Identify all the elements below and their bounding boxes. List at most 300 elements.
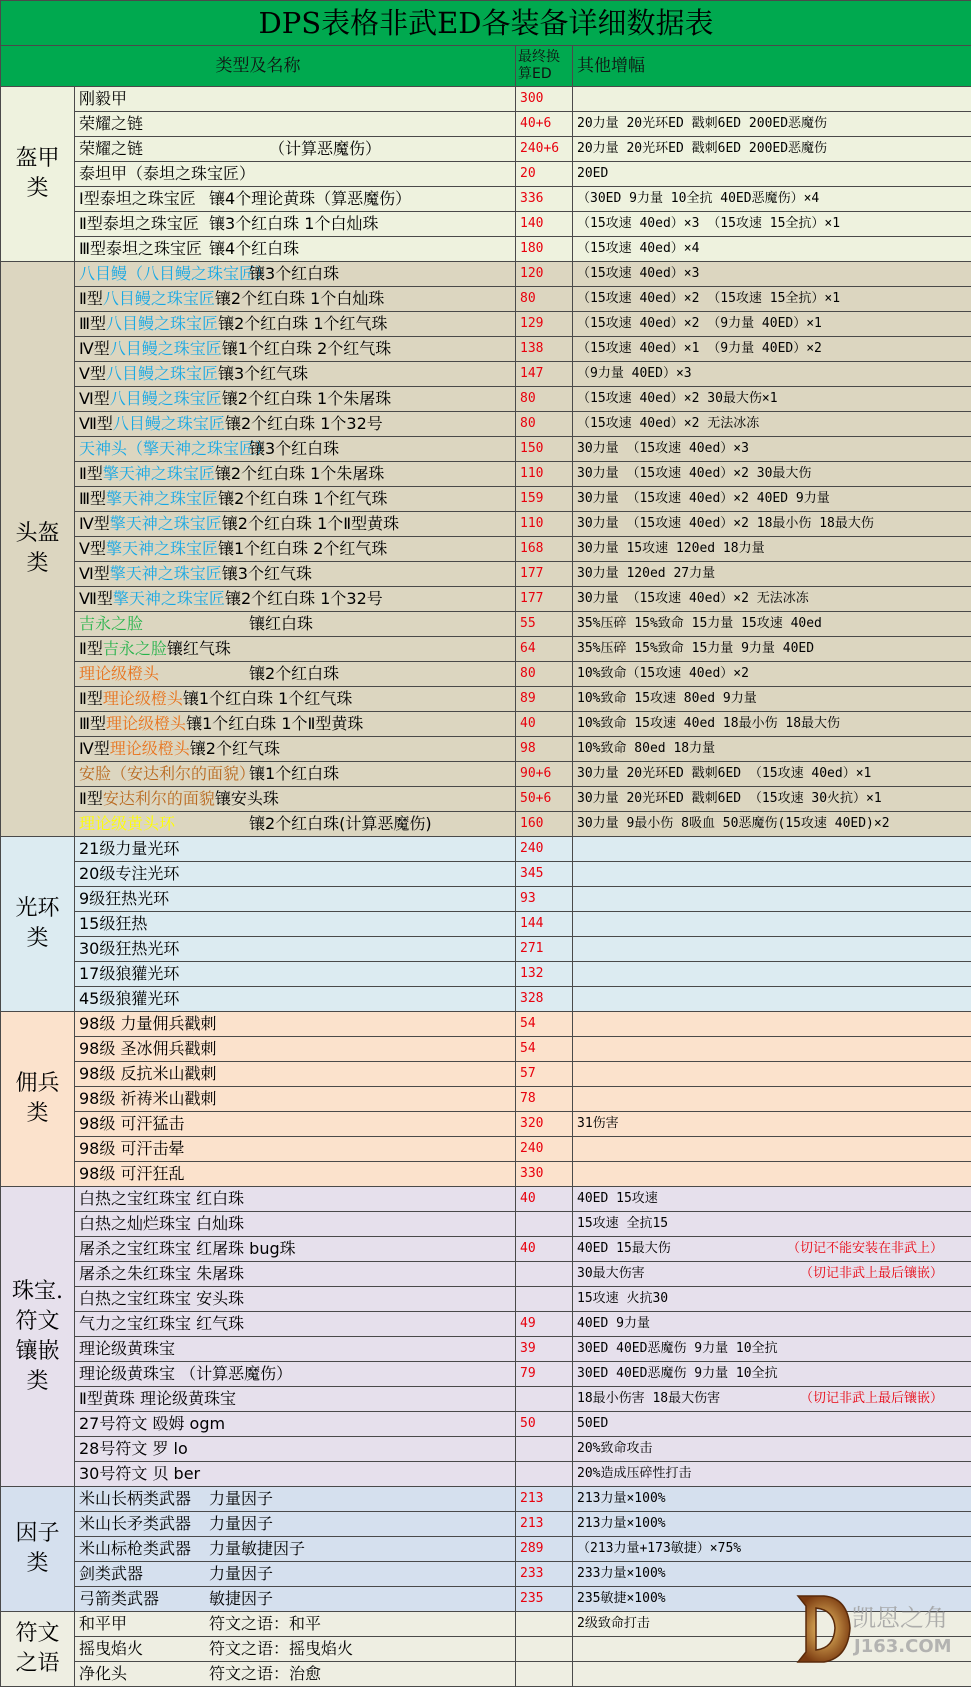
item-name-part: 米山标枪类武器 [79, 1537, 209, 1561]
other-bonus-text: 10%致命（15攻速 40ed）×2 [577, 666, 749, 681]
item-name-cell [75, 162, 516, 187]
other-bonus-cell [573, 712, 971, 737]
item-name-part: 镶4个红白珠 [209, 237, 299, 261]
item-name-part: 擎天神之珠宝匠 [106, 537, 218, 561]
other-bonus-cell [573, 1062, 971, 1087]
table-row [1, 187, 971, 212]
ed-value: 150 [516, 437, 573, 462]
other-bonus-cell [573, 412, 971, 437]
item-name-cell [75, 487, 516, 512]
other-bonus-cell [573, 462, 971, 487]
table-row [1, 1212, 971, 1237]
item-name-part: 理论级橙头 [103, 687, 183, 711]
item-name-part: Ⅲ型泰坦之珠宝匠 [79, 237, 209, 261]
item-name-part: Ⅰ型泰坦之珠宝匠 [79, 187, 209, 211]
ed-value: 300 [516, 87, 573, 112]
table-row [1, 162, 971, 187]
item-name-part: 98级 可汗猛击 [79, 1112, 184, 1136]
ed-value: 177 [516, 587, 573, 612]
item-name-cell [75, 1112, 516, 1137]
table-row [1, 237, 971, 262]
category-cell: 符文之语 [1, 1612, 75, 1687]
other-bonus-text: 10%致命 15攻速 40ed 18最小伤 18最大伤 [577, 716, 840, 731]
other-bonus-text: 30ED 40ED恶魔伤 9力量 10全抗 [577, 1341, 778, 1356]
item-name-cell [75, 287, 516, 312]
other-bonus-cell [573, 1537, 971, 1562]
item-name-part: Ⅱ型泰坦之珠宝匠 [79, 212, 209, 236]
ed-value [516, 1387, 573, 1412]
other-bonus-text: 30力量 15攻速 120ed 18力量 [577, 541, 765, 556]
other-bonus-text: 2级致命打击 [577, 1616, 650, 1631]
item-name-part: Ⅳ型 [79, 512, 110, 536]
item-name-part: 30级狂热光环 [79, 937, 179, 961]
ed-value: 20 [516, 162, 573, 187]
table-row [1, 1037, 971, 1062]
item-name-part: 98级 圣冰佣兵戳刺 [79, 1037, 216, 1061]
ed-value [516, 1637, 573, 1662]
ed-value: 89 [516, 687, 573, 712]
other-bonus-text: 30力量 9最小伤 8吸血 50恶魔伤(15攻速 40ED)×2 [577, 816, 890, 831]
other-bonus-cell [573, 1187, 971, 1212]
item-name-part: 9级狂热光环 [79, 887, 169, 911]
other-bonus-cell [573, 837, 971, 862]
other-bonus-cell [573, 937, 971, 962]
item-name-part: 荣耀之链 [79, 137, 269, 161]
item-name-part: 天神头（擎天神之珠宝匠） [79, 437, 249, 461]
other-bonus-cell [573, 537, 971, 562]
item-name-part: Ⅴ型 [79, 537, 106, 561]
ed-value: 90+6 [516, 762, 573, 787]
ed-value: 55 [516, 612, 573, 637]
table-row [1, 1537, 971, 1562]
category-cell: 因子类 [1, 1487, 75, 1612]
table-row [1, 612, 971, 637]
other-bonus-cell [573, 1487, 971, 1512]
header-other: 其他增幅 [573, 46, 971, 87]
item-name-part: 98级 祈祷米山戳刺 [79, 1087, 216, 1111]
item-name-cell [75, 187, 516, 212]
table-row [1, 787, 971, 812]
other-bonus-text: 10%致命 15攻速 80ed 9力量 [577, 691, 757, 706]
other-bonus-cell [573, 112, 971, 137]
table-row [1, 212, 971, 237]
ed-value: 345 [516, 862, 573, 887]
other-bonus-cell [573, 1462, 971, 1487]
item-name-cell [75, 787, 516, 812]
item-name-part: 白热之灿烂珠宝 白灿珠 [79, 1212, 244, 1236]
ed-value: 233 [516, 1562, 573, 1587]
item-name-part: 镶3个红白珠 1个白灿珠 [209, 212, 378, 236]
item-name-cell [75, 612, 516, 637]
category-cell: 佣兵类 [1, 1012, 75, 1187]
other-bonus-cell [573, 1112, 971, 1137]
table-row [1, 112, 971, 137]
category-cell: 头盔类 [1, 262, 75, 837]
other-bonus-text: 213力量×100% [577, 1491, 666, 1506]
item-name-cell [75, 1037, 516, 1062]
item-name-cell [75, 312, 516, 337]
ed-value: 40 [516, 1237, 573, 1262]
table-row [1, 512, 971, 537]
ed-value: 79 [516, 1362, 573, 1387]
other-bonus-cell [573, 687, 971, 712]
item-name-cell [75, 237, 516, 262]
other-bonus-cell [573, 1237, 971, 1262]
item-name-cell [75, 1162, 516, 1187]
table-row [1, 462, 971, 487]
other-bonus-text: 10%致命 80ed 18力量 [577, 741, 715, 756]
table-row [1, 987, 971, 1012]
ed-value: 39 [516, 1337, 573, 1362]
table-row [1, 412, 971, 437]
category-cell: 光环类 [1, 837, 75, 1012]
other-bonus-text: （15攻速 40ed）×1 （9力量 40ED）×2 [577, 341, 822, 356]
item-name-cell [75, 587, 516, 612]
ed-value: 168 [516, 537, 573, 562]
ed-value: 49 [516, 1312, 573, 1337]
ed-value: 213 [516, 1512, 573, 1537]
table-row [1, 537, 971, 562]
item-name-cell [75, 137, 516, 162]
item-name-part: 镶2个红白珠 1个红气珠 [218, 312, 387, 336]
item-name-part: 屠杀之朱红珠宝 朱屠珠 [79, 1262, 244, 1286]
ed-value [516, 1262, 573, 1287]
item-name-cell [75, 462, 516, 487]
ed-value: 64 [516, 637, 573, 662]
ed-value: 235 [516, 1587, 573, 1612]
item-name-part: 弓箭类武器 [79, 1587, 209, 1611]
ed-value: 160 [516, 812, 573, 837]
other-bonus-text: （213力量+173敏捷）×75% [577, 1541, 741, 1556]
item-name-part: 力量因子 [209, 1562, 273, 1586]
ed-value: 140 [516, 212, 573, 237]
table-row [1, 937, 971, 962]
item-name-part: 98级 反抗米山戳刺 [79, 1062, 216, 1086]
ed-value: 80 [516, 662, 573, 687]
other-bonus-text: 213力量×100% [577, 1516, 666, 1531]
other-bonus-cell [573, 612, 971, 637]
item-name-part: Ⅳ型 [79, 337, 110, 361]
table-row [1, 1137, 971, 1162]
table-row [1, 1337, 971, 1362]
item-name-part: 镶1个红白珠 1个Ⅱ型黄珠 [186, 712, 363, 736]
item-name-cell [75, 87, 516, 112]
table-row [1, 1462, 971, 1487]
item-name-part: 理论级黄珠宝 （计算恶魔伤） [79, 1362, 292, 1386]
table-row [1, 1112, 971, 1137]
ed-value: 110 [516, 462, 573, 487]
other-bonus-cell [573, 962, 971, 987]
table-row [1, 1562, 971, 1587]
table-row [1, 862, 971, 887]
item-name-cell [75, 212, 516, 237]
other-bonus-cell [573, 137, 971, 162]
item-name-part: Ⅱ型 [79, 787, 103, 811]
item-name-cell [75, 412, 516, 437]
item-name-part: 刚毅甲 [79, 87, 127, 111]
item-name-part: Ⅶ型 [79, 587, 113, 611]
item-name-part: 米山长柄类武器 [79, 1487, 209, 1511]
item-name-part: Ⅳ型 [79, 737, 110, 761]
ed-value: 138 [516, 337, 573, 362]
other-bonus-cell [573, 1162, 971, 1187]
item-name-cell [75, 762, 516, 787]
table-row [1, 762, 971, 787]
item-name-part: 27号符文 殴姆 ogm [79, 1412, 225, 1436]
item-name-part: 荣耀之链 [79, 112, 143, 136]
item-name-cell [75, 537, 516, 562]
ed-value [516, 1287, 573, 1312]
table-row [1, 1362, 971, 1387]
table-row [1, 1487, 971, 1512]
title-row [1, 1, 971, 46]
other-bonus-text: 15攻速 全抗15 [577, 1216, 668, 1231]
item-name-part: Ⅱ型黄珠 理论级黄珠宝 [79, 1387, 236, 1411]
other-bonus-text: 20力量 20光环ED 戳刺6ED 200ED恶魔伤 [577, 116, 827, 131]
other-bonus-text: 31伤害 [577, 1116, 619, 1131]
item-name-cell [75, 337, 516, 362]
item-name-part: 镶2个红白珠 1个Ⅱ型黄珠 [222, 512, 399, 536]
item-name-part: 镶红气珠 [167, 637, 231, 661]
table-row [1, 487, 971, 512]
item-name-part: 气力之宝红珠宝 红气珠 [79, 1312, 244, 1336]
ed-value: 147 [516, 362, 573, 387]
page-title: DPS表格非武ED各装备详细数据表 [1, 1, 971, 46]
other-bonus-text: 40ED 15攻速 [577, 1191, 658, 1206]
ed-value: 159 [516, 487, 573, 512]
item-name-cell [75, 1312, 516, 1337]
watermark-logo [790, 1590, 968, 1668]
item-name-part: 镶2个红白珠 1个朱屠珠 [215, 462, 384, 486]
other-bonus-text: 15攻速 火抗30 [577, 1291, 668, 1306]
other-bonus-text: （15攻速 40ed）×4 [577, 241, 699, 256]
table-row [1, 1187, 971, 1212]
warning-note: （切记非武上最后镶嵌） [800, 1262, 943, 1286]
other-bonus-cell [573, 187, 971, 212]
other-bonus-text: 30力量 20光环ED 戳刺6ED （15攻速 30火抗）×1 [577, 791, 882, 806]
table-row [1, 962, 971, 987]
other-bonus-cell [573, 437, 971, 462]
item-name-cell [75, 1412, 516, 1437]
other-bonus-text: （15攻速 40ed）×2 无法冰冻 [577, 416, 759, 431]
item-name-part: 镶2个红白珠 1个朱屠珠 [222, 387, 391, 411]
item-name-cell [75, 562, 516, 587]
other-bonus-text: 30力量 （15攻速 40ed）×2 18最小伤 18最大伤 [577, 516, 874, 531]
ed-value: 80 [516, 412, 573, 437]
item-name-part: 98级 可汗狂乱 [79, 1162, 184, 1186]
warning-note: （切记非武上最后镶嵌） [800, 1387, 943, 1411]
other-bonus-cell [573, 262, 971, 287]
ed-value: 80 [516, 287, 573, 312]
ed-value: 78 [516, 1087, 573, 1112]
item-name-part: 镶3个红气珠 [222, 562, 312, 586]
table-row [1, 312, 971, 337]
ed-value: 328 [516, 987, 573, 1012]
other-bonus-cell [573, 162, 971, 187]
other-bonus-text: 30力量 120ed 27力量 [577, 566, 715, 581]
other-bonus-text: 30ED 40ED恶魔伤 9力量 10全抗 [577, 1366, 778, 1381]
item-name-part: 擎天神之珠宝匠 [113, 587, 225, 611]
other-bonus-text: 50ED [577, 1416, 608, 1431]
item-name-part: 擎天神之珠宝匠 [110, 512, 222, 536]
item-name-part: Ⅵ型 [79, 562, 110, 586]
ed-value: 177 [516, 562, 573, 587]
item-name-part: 20级专注光环 [79, 862, 179, 886]
other-bonus-cell [573, 762, 971, 787]
item-name-cell [75, 112, 516, 137]
item-name-cell [75, 1237, 516, 1262]
item-name-part: 符文之语：治愈 [209, 1662, 321, 1686]
ed-value: 129 [516, 312, 573, 337]
ed-value: 132 [516, 962, 573, 987]
table-row [1, 1387, 971, 1412]
item-name-cell [75, 887, 516, 912]
item-name-cell [75, 1637, 516, 1662]
item-name-cell [75, 1387, 516, 1412]
item-name-cell [75, 812, 516, 837]
item-name-part: 和平甲 [79, 1612, 209, 1636]
item-name-part: Ⅱ型 [79, 637, 103, 661]
ed-value: 54 [516, 1037, 573, 1062]
item-name-cell [75, 1662, 516, 1687]
item-name-cell [75, 1487, 516, 1512]
other-bonus-text: 20力量 20光环ED 戳刺6ED 200ED恶魔伤 [577, 141, 827, 156]
table-row [1, 387, 971, 412]
table-row [1, 837, 971, 862]
item-name-cell [75, 1187, 516, 1212]
other-bonus-cell [573, 737, 971, 762]
ed-value [516, 1212, 573, 1237]
ed-value: 98 [516, 737, 573, 762]
item-name-part: 擎天神之珠宝匠 [110, 562, 222, 586]
table-row [1, 712, 971, 737]
warning-note: （切记不能安装在非武上） [787, 1237, 943, 1261]
item-name-part: 剑类武器 [79, 1562, 209, 1586]
item-name-part: 八目鳗之珠宝匠 [113, 412, 225, 436]
other-bonus-cell [573, 587, 971, 612]
table-row [1, 662, 971, 687]
item-name-cell [75, 1012, 516, 1037]
item-name-part: Ⅶ型 [79, 412, 113, 436]
table-row [1, 1262, 971, 1287]
table-row [1, 137, 971, 162]
other-bonus-text: 235敏捷×100% [577, 1591, 666, 1606]
other-bonus-text: 20ED [577, 166, 608, 181]
other-bonus-text: 35%压碎 15%致命 15力量 9力量 40ED [577, 641, 814, 656]
item-name-part: 理论级黄头环 [79, 812, 249, 836]
other-bonus-cell [573, 812, 971, 837]
item-name-part: Ⅵ型 [79, 387, 110, 411]
other-bonus-text: （15攻速 40ed）×3 [577, 266, 699, 281]
item-name-part: Ⅲ型 [79, 712, 106, 736]
item-name-part: Ⅱ型 [79, 462, 103, 486]
ed-value: 336 [516, 187, 573, 212]
table-row [1, 1312, 971, 1337]
other-bonus-cell [573, 237, 971, 262]
ed-value [516, 1437, 573, 1462]
item-name-cell [75, 262, 516, 287]
item-name-part: 符文之语：和平 [209, 1612, 321, 1636]
other-bonus-text: 20%致命攻击 [577, 1441, 652, 1456]
item-name-part: 理论级橙头 [110, 737, 190, 761]
ed-value: 40 [516, 712, 573, 737]
table-row [1, 1162, 971, 1187]
other-bonus-cell [573, 387, 971, 412]
item-name-part: 力量因子 [209, 1512, 273, 1536]
item-name-part: 八目鳗之珠宝匠 [110, 337, 222, 361]
ed-value: 80 [516, 387, 573, 412]
item-name-part: 理论级黄珠宝 [79, 1337, 175, 1361]
other-bonus-cell [573, 1337, 971, 1362]
other-bonus-text: 18最小伤害 18最大伤害 [577, 1391, 720, 1406]
item-name-part: Ⅴ型 [79, 362, 106, 386]
watermark-site: J163.COM [852, 1636, 952, 1657]
ed-value: 213 [516, 1487, 573, 1512]
watermark-brand: 凯恩之角 [852, 1604, 948, 1632]
table-row [1, 362, 971, 387]
header-type: 类型及名称 [1, 46, 516, 87]
ed-value [516, 1612, 573, 1637]
other-bonus-cell [573, 987, 971, 1012]
category-cell: 珠宝.符文镶嵌类 [1, 1187, 75, 1487]
ed-value: 320 [516, 1112, 573, 1137]
other-bonus-text: 30力量 20光环ED 戳刺6ED （15攻速 40ed）×1 [577, 766, 871, 781]
other-bonus-cell [573, 487, 971, 512]
item-name-part: 镶1个红白珠 1个红气珠 [183, 687, 352, 711]
item-name-part: 镶1个红白珠 [249, 762, 339, 786]
item-name-part: 敏捷因子 [209, 1587, 273, 1611]
item-name-part: 镶2个红白珠 [249, 662, 339, 686]
table-row [1, 587, 971, 612]
d-logo-icon [798, 1596, 850, 1662]
other-bonus-cell [573, 1012, 971, 1037]
other-bonus-cell [573, 337, 971, 362]
other-bonus-cell [573, 662, 971, 687]
item-name-part: 17级狼獾光环 [79, 962, 179, 986]
item-name-cell [75, 1462, 516, 1487]
other-bonus-text: （15攻速 40ed）×3 （15攻速 15全抗）×1 [577, 216, 840, 231]
item-name-cell [75, 1337, 516, 1362]
item-name-cell [75, 1537, 516, 1562]
other-bonus-text: 30力量 （15攻速 40ed）×2 40ED 9力量 [577, 491, 830, 506]
other-bonus-text: （15攻速 40ed）×2 （15攻速 15全抗）×1 [577, 291, 840, 306]
item-name-part: 15级狂热 [79, 912, 147, 936]
ed-value [516, 1462, 573, 1487]
table-row [1, 1512, 971, 1537]
item-name-part: 净化头 [79, 1662, 209, 1686]
table-row [1, 562, 971, 587]
item-name-part: 符文之语：摇曳焰火 [209, 1637, 353, 1661]
item-name-part: 45级狼獾光环 [79, 987, 179, 1011]
item-name-cell [75, 1062, 516, 1087]
table-row [1, 637, 971, 662]
ed-value: 54 [516, 1012, 573, 1037]
item-name-cell [75, 912, 516, 937]
item-name-part: 镶安头珠 [215, 787, 279, 811]
ed-value: 240+6 [516, 137, 573, 162]
item-name-part: 理论级橙头 [106, 712, 186, 736]
item-name-cell [75, 1137, 516, 1162]
item-name-cell [75, 737, 516, 762]
table-row [1, 912, 971, 937]
table-row [1, 337, 971, 362]
item-name-part: 力量因子 [209, 1487, 273, 1511]
item-name-part: 28号符文 罗 lo [79, 1437, 188, 1461]
other-bonus-cell [573, 562, 971, 587]
other-bonus-cell [573, 1037, 971, 1062]
item-name-part: 30号符文 贝 ber [79, 1462, 200, 1486]
other-bonus-text: 40ED 9力量 [577, 1316, 650, 1331]
